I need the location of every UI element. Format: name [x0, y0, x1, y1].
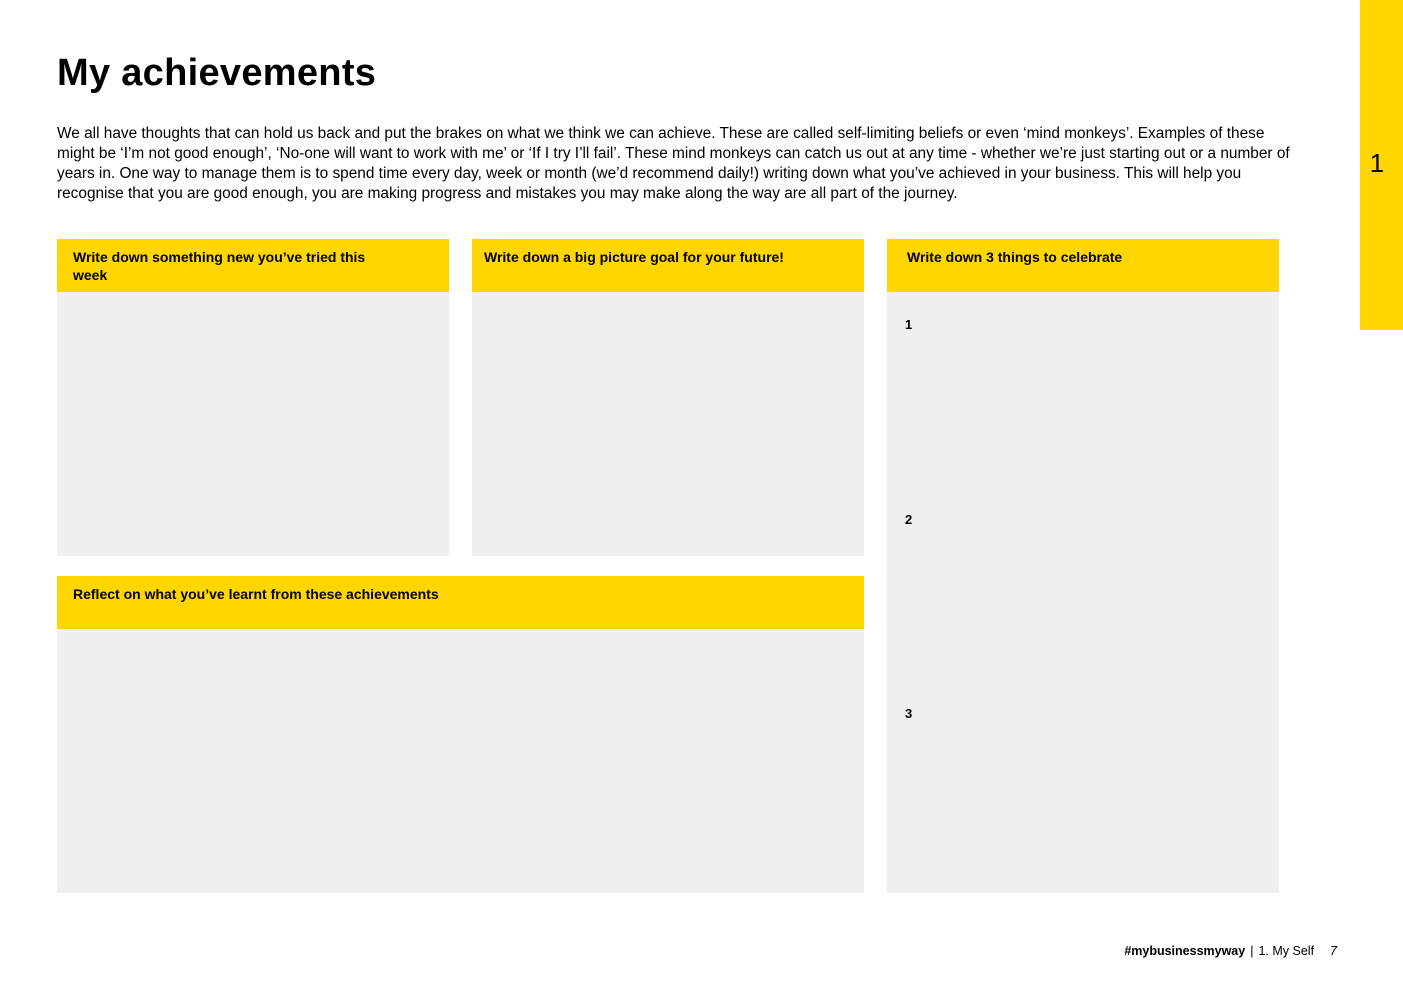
footer-hashtag: #mybusinessmyway: [1124, 944, 1246, 958]
page-number: 7: [1330, 944, 1337, 958]
tried-new-box[interactable]: [57, 239, 449, 556]
footer-separator: |: [1250, 944, 1254, 958]
celebrate-item-number: 3: [905, 706, 913, 721]
reflect-heading: Reflect on what you’ve learnt from these achievements: [57, 576, 864, 629]
chapter-number: 1: [1369, 148, 1385, 178]
big-goal-box[interactable]: [472, 239, 864, 556]
big-goal-heading: Write down a big picture goal for your future!: [472, 239, 864, 292]
celebrate-item-number: 1: [905, 317, 913, 332]
tried-new-heading: Write down something new you’ve tried this week: [57, 239, 449, 292]
page-title: My achievements: [57, 52, 377, 94]
intro-paragraph: We all have thoughts that can hold us back and put the brakes on what we think we can achieve. These are called self-limiting beliefs or even ‘mind monkeys’. Examples of these might be ‘I’m not good enough’, ‘No-one will want to work with me’ or ‘If I try I’ll fail’. These mind monkeys can catch us out at any time - whether we’re just starting out or a number of years in. One way to manage them is to spend time every day, week or month (we’d recommend daily!) writing down what you’ve achieved in your business. This will help you recognise that you are good enough, you are making progress and mistakes you may make along the way are all part of the journey.: [57, 125, 1290, 202]
celebrate-heading: Write down 3 things to celebrate: [887, 239, 1279, 292]
page-footer: [1000, 942, 1337, 960]
celebrate-box[interactable]: [887, 239, 1279, 893]
footer-section: 1. My Self: [1258, 944, 1315, 958]
celebrate-item-number: 2: [905, 512, 913, 527]
reflect-box[interactable]: [57, 576, 864, 893]
